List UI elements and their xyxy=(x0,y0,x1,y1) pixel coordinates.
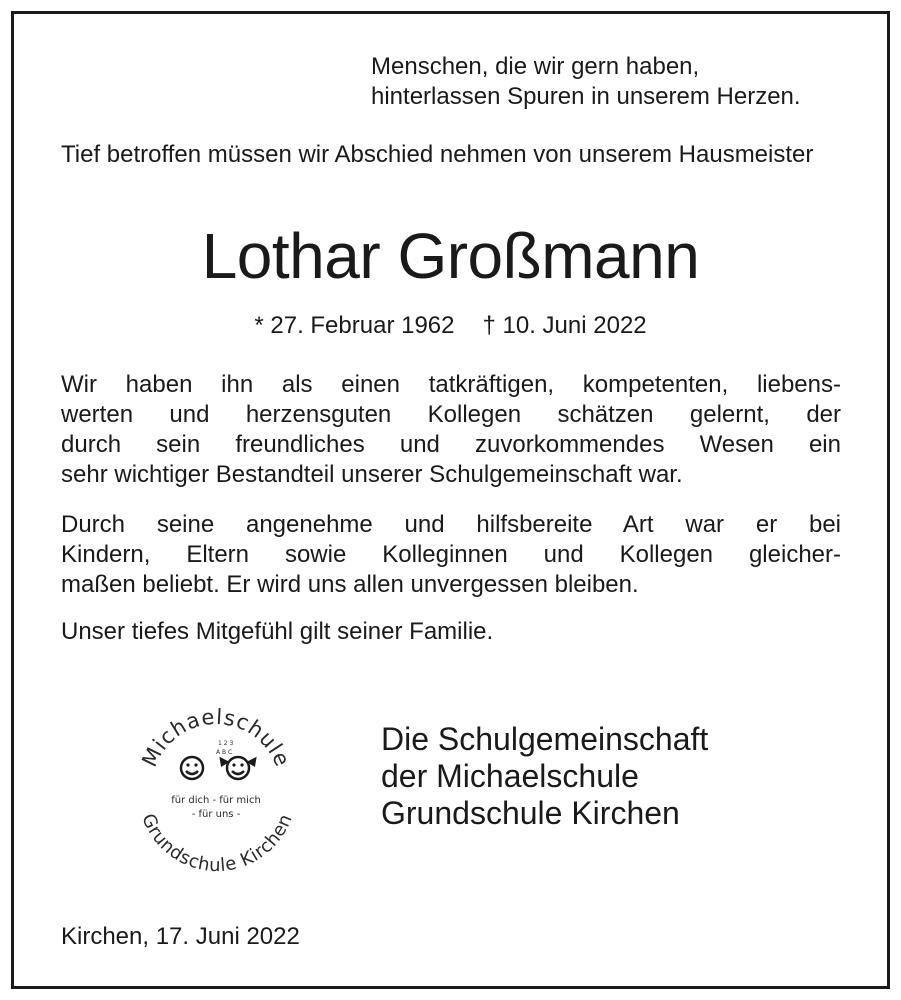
logo-top-arc-text: Michaelschule xyxy=(137,704,295,771)
paragraph-line: Unser tiefes Mitgefühl gilt seiner Familie. xyxy=(61,618,494,645)
birth-date: * 27. Februar 1962 xyxy=(254,312,455,339)
logo-numbers: 1 2 3 xyxy=(218,740,234,747)
smiley-face-icon xyxy=(221,757,255,779)
signature-block xyxy=(381,721,708,832)
signature-line: Grundschule Kirchen xyxy=(381,795,680,831)
logo-motto-line1: für dich - für mich xyxy=(171,795,261,806)
condolence-paragraph xyxy=(61,617,841,647)
logo-bottom-arc-text: Grundschule Kirchen xyxy=(137,810,297,877)
quote-line: Menschen, die wir gern haben, xyxy=(371,53,700,80)
paragraph-line: Kindern, Eltern sowie Kolleginnen und Kollegen gleicher- xyxy=(61,541,841,568)
school-logo xyxy=(120,688,310,878)
death-date: † 10. Juni 2022 xyxy=(482,312,647,339)
paragraph-line: Wir haben ihn als einen tatkräftigen, kompetenten, liebens- xyxy=(61,371,841,398)
paragraph-line: werten und herzensguten Kollegen schätzen gelernt, der xyxy=(61,401,841,428)
logo-motto-line2: - für uns - xyxy=(191,809,241,820)
tribute-paragraph xyxy=(61,510,841,600)
logo-letters: A B C xyxy=(216,749,233,756)
smiley-face-icon xyxy=(181,757,203,779)
deceased-name: Lothar Großmann xyxy=(201,220,700,292)
life-dates xyxy=(0,311,901,341)
signature-line: der Michaelschule xyxy=(381,758,639,794)
paragraph-line: sehr wichtiger Bestandteil unserer Schulgemeinschaft war. xyxy=(61,461,683,488)
paragraph-line: Durch seine angenehme und hilfsbereite Art war er bei xyxy=(61,511,841,538)
quote-line: hinterlassen Spuren in unserem Herzen. xyxy=(371,83,801,110)
tribute-paragraph xyxy=(61,370,841,490)
paragraph-line: durch sein freundliches und zuvorkommendes Wesen ein xyxy=(61,431,841,458)
memorial-quote xyxy=(371,52,801,112)
place-and-date: Kirchen, 17. Juni 2022 xyxy=(61,923,300,950)
paragraph-line: maßen beliebt. Er wird uns allen unvergessen bleiben. xyxy=(61,571,639,598)
intro-text: Tief betroffen müssen wir Abschied nehmen von unserem Hausmeister xyxy=(61,141,814,168)
signature-line: Die Schulgemeinschaft xyxy=(381,721,709,757)
